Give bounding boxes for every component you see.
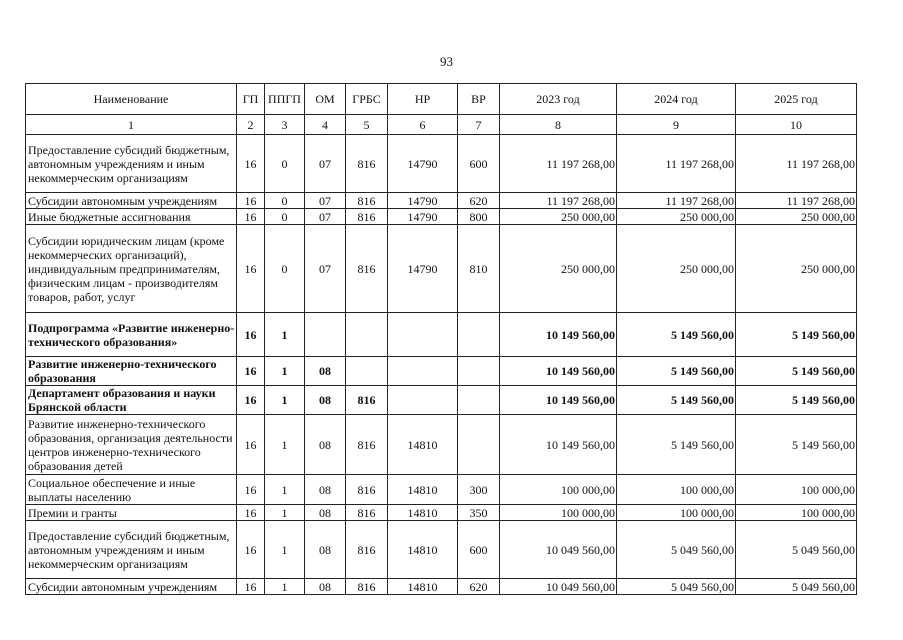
cell-nr: 14810: [388, 579, 458, 595]
table-row: [26, 505, 857, 521]
cell-grbs: 816: [346, 225, 388, 313]
cell-y2025: 5 149 560,00: [736, 313, 857, 357]
cell-grbs: 816: [346, 209, 388, 225]
cell-ppgp: 1: [265, 415, 305, 475]
cell-om: 07: [305, 209, 346, 225]
cell-y2023: 10 149 560,00: [500, 415, 617, 475]
cell-gp: 16: [237, 415, 265, 475]
cell-y2025: 100 000,00: [736, 505, 857, 521]
cell-y2025: 5 149 560,00: [736, 415, 857, 475]
cell-y2025: 5 149 560,00: [736, 357, 857, 386]
cell-om: 08: [305, 415, 346, 475]
cell-y2023: 100 000,00: [500, 475, 617, 505]
cell-vr: [458, 386, 500, 415]
cell-nr: 14810: [388, 505, 458, 521]
cell-grbs: 816: [346, 415, 388, 475]
cell-ppgp: 1: [265, 579, 305, 595]
cell-vr: 620: [458, 579, 500, 595]
cell-name: Субсидии автономным учреждениям: [26, 579, 237, 595]
cell-nr: 14810: [388, 475, 458, 505]
cell-grbs: 816: [346, 579, 388, 595]
table-row: [26, 225, 857, 313]
cell-grbs: 816: [346, 135, 388, 193]
column-number-ppgp: 3: [265, 115, 305, 135]
cell-grbs: 816: [346, 386, 388, 415]
cell-gp: 16: [237, 475, 265, 505]
table-row: [26, 579, 857, 595]
cell-y2023: 11 197 268,00: [500, 193, 617, 209]
table-row: [26, 521, 857, 579]
cell-grbs: [346, 357, 388, 386]
cell-y2023: 100 000,00: [500, 505, 617, 521]
column-number-grbs: 5: [346, 115, 388, 135]
cell-y2025: 250 000,00: [736, 225, 857, 313]
cell-y2024: 5 049 560,00: [617, 579, 736, 595]
cell-y2024: 5 149 560,00: [617, 313, 736, 357]
cell-y2025: 250 000,00: [736, 209, 857, 225]
cell-grbs: 816: [346, 475, 388, 505]
cell-y2023: 250 000,00: [500, 225, 617, 313]
column-number-name: 1: [26, 115, 237, 135]
cell-y2024: 250 000,00: [617, 209, 736, 225]
cell-y2023: 10 049 560,00: [500, 579, 617, 595]
cell-grbs: 816: [346, 505, 388, 521]
cell-gp: 16: [237, 357, 265, 386]
cell-ppgp: 1: [265, 521, 305, 579]
cell-y2025: 5 149 560,00: [736, 386, 857, 415]
cell-vr: [458, 313, 500, 357]
cell-vr: 600: [458, 135, 500, 193]
cell-vr: 350: [458, 505, 500, 521]
cell-y2025: 11 197 268,00: [736, 193, 857, 209]
cell-vr: 300: [458, 475, 500, 505]
cell-name: Социальное обеспечение и иные выплаты населению: [26, 475, 237, 505]
cell-name: Развитие инженерно-технического образования, организация деятельности центров инженерно-технического образования детей: [26, 415, 237, 475]
header-name: Наименование: [26, 84, 237, 115]
cell-grbs: 816: [346, 521, 388, 579]
header-vr: ВР: [458, 84, 500, 115]
cell-y2025: 11 197 268,00: [736, 135, 857, 193]
cell-vr: [458, 357, 500, 386]
column-number-y2023: 8: [500, 115, 617, 135]
cell-ppgp: 0: [265, 225, 305, 313]
cell-om: 07: [305, 193, 346, 209]
cell-gp: 16: [237, 579, 265, 595]
cell-y2024: 5 049 560,00: [617, 521, 736, 579]
cell-om: 08: [305, 505, 346, 521]
cell-y2023: 11 197 268,00: [500, 135, 617, 193]
cell-ppgp: 0: [265, 193, 305, 209]
cell-y2024: 11 197 268,00: [617, 135, 736, 193]
cell-gp: 16: [237, 521, 265, 579]
cell-name: Иные бюджетные ассигнования: [26, 209, 237, 225]
cell-name: Развитие инженерно-технического образования: [26, 357, 237, 386]
header-row: [26, 84, 857, 115]
cell-y2024: 5 149 560,00: [617, 386, 736, 415]
cell-ppgp: 1: [265, 313, 305, 357]
cell-y2024: 100 000,00: [617, 475, 736, 505]
header-y2024: 2024 год: [617, 84, 736, 115]
table-row: [26, 475, 857, 505]
cell-ppgp: 0: [265, 135, 305, 193]
cell-nr: 14790: [388, 225, 458, 313]
cell-name: Предоставление субсидий бюджетным, автономным учреждениям и иным некоммерческим организациям: [26, 135, 237, 193]
cell-om: [305, 313, 346, 357]
page-number: 93: [440, 54, 453, 69]
table-row: [26, 415, 857, 475]
cell-ppgp: 0: [265, 209, 305, 225]
cell-grbs: 816: [346, 193, 388, 209]
cell-nr: 14810: [388, 521, 458, 579]
cell-vr: 810: [458, 225, 500, 313]
cell-name: Субсидии автономным учреждениям: [26, 193, 237, 209]
header-nr: НР: [388, 84, 458, 115]
cell-nr: 14810: [388, 415, 458, 475]
cell-gp: 16: [237, 135, 265, 193]
cell-vr: [458, 415, 500, 475]
column-number-om: 4: [305, 115, 346, 135]
cell-om: 07: [305, 135, 346, 193]
cell-ppgp: 1: [265, 475, 305, 505]
cell-gp: 16: [237, 225, 265, 313]
cell-nr: [388, 313, 458, 357]
cell-ppgp: 1: [265, 386, 305, 415]
cell-om: 08: [305, 579, 346, 595]
cell-ppgp: 1: [265, 505, 305, 521]
cell-om: 07: [305, 225, 346, 313]
cell-gp: 16: [237, 386, 265, 415]
header-gp: ГП: [237, 84, 265, 115]
cell-nr: 14790: [388, 193, 458, 209]
cell-gp: 16: [237, 193, 265, 209]
cell-om: 08: [305, 386, 346, 415]
cell-name: Субсидии юридическим лицам (кроме некоммерческих организаций), индивидуальным предпринимателям, физическим лицам - производителям товаров, работ, услуг: [26, 225, 237, 313]
cell-y2023: 250 000,00: [500, 209, 617, 225]
column-number-row: [26, 115, 857, 135]
cell-y2024: 5 149 560,00: [617, 415, 736, 475]
table-row: [26, 193, 857, 209]
budget-table: [25, 83, 857, 595]
cell-nr: [388, 357, 458, 386]
cell-vr: 800: [458, 209, 500, 225]
cell-ppgp: 1: [265, 357, 305, 386]
cell-vr: 620: [458, 193, 500, 209]
cell-name: Департамент образования и науки Брянской области: [26, 386, 237, 415]
cell-name: Премии и гранты: [26, 505, 237, 521]
column-number-vr: 7: [458, 115, 500, 135]
table-row: [26, 357, 857, 386]
cell-om: 08: [305, 357, 346, 386]
header-y2025: 2025 год: [736, 84, 857, 115]
cell-y2024: 11 197 268,00: [617, 193, 736, 209]
column-number-nr: 6: [388, 115, 458, 135]
header-y2023: 2023 год: [500, 84, 617, 115]
cell-gp: 16: [237, 209, 265, 225]
cell-y2024: 250 000,00: [617, 225, 736, 313]
cell-y2025: 5 049 560,00: [736, 579, 857, 595]
column-number-gp: 2: [237, 115, 265, 135]
table-row: [26, 313, 857, 357]
header-grbs: ГРБС: [346, 84, 388, 115]
header-om: ОМ: [305, 84, 346, 115]
header-ppgp: ППГП: [265, 84, 305, 115]
cell-y2023: 10 149 560,00: [500, 386, 617, 415]
cell-om: 08: [305, 521, 346, 579]
cell-y2025: 100 000,00: [736, 475, 857, 505]
table-row: [26, 135, 857, 193]
cell-om: 08: [305, 475, 346, 505]
cell-vr: 600: [458, 521, 500, 579]
table-row: [26, 386, 857, 415]
cell-gp: 16: [237, 313, 265, 357]
cell-y2023: 10 049 560,00: [500, 521, 617, 579]
column-number-y2024: 9: [617, 115, 736, 135]
cell-y2025: 5 049 560,00: [736, 521, 857, 579]
cell-name: Предоставление субсидий бюджетным, автономным учреждениям и иным некоммерческим организациям: [26, 521, 237, 579]
cell-grbs: [346, 313, 388, 357]
cell-y2023: 10 149 560,00: [500, 313, 617, 357]
table-row: [26, 209, 857, 225]
cell-nr: [388, 386, 458, 415]
cell-name: Подпрограмма «Развитие инженерно-технического образования»: [26, 313, 237, 357]
cell-y2024: 100 000,00: [617, 505, 736, 521]
column-number-y2025: 10: [736, 115, 857, 135]
cell-y2023: 10 149 560,00: [500, 357, 617, 386]
cell-y2024: 5 149 560,00: [617, 357, 736, 386]
cell-gp: 16: [237, 505, 265, 521]
cell-nr: 14790: [388, 209, 458, 225]
cell-nr: 14790: [388, 135, 458, 193]
